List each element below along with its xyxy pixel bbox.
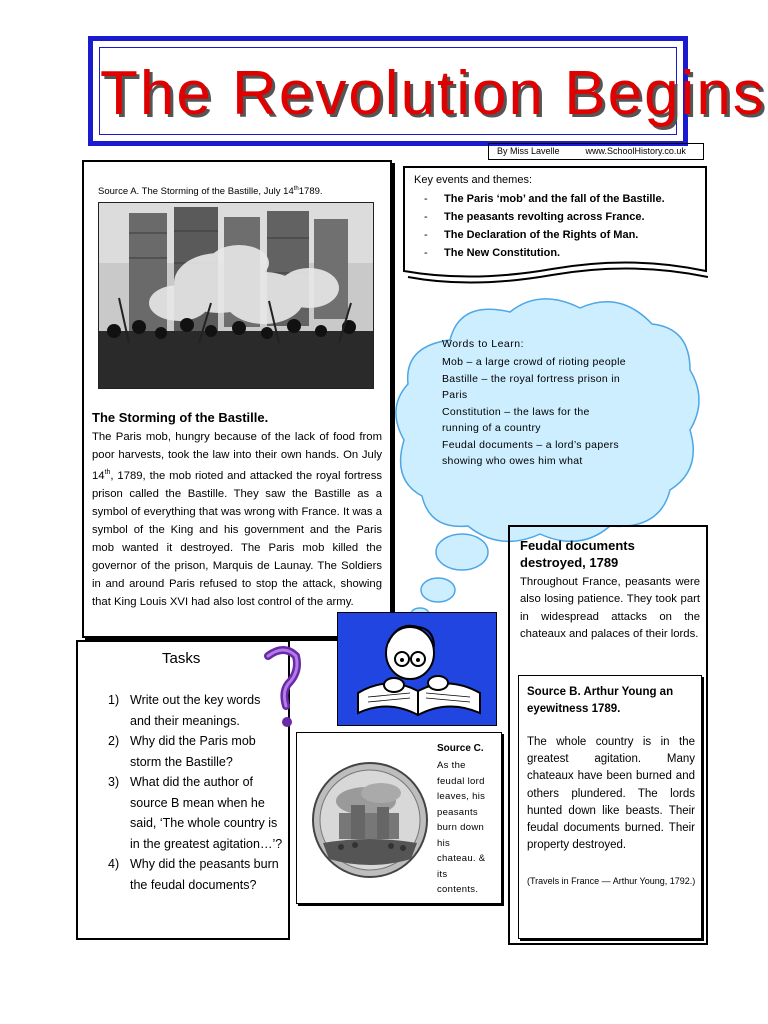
bastille-heading: The Storming of the Bastille. [92, 410, 269, 425]
page-title: The Revolution Begins [100, 59, 766, 128]
word-definition: Constitution – the laws for the running of a country [442, 405, 590, 434]
source-a-caption: Source A. The Storming of the Bastille, July 14th1789. [98, 186, 323, 198]
feudal-heading: Feudal documents destroyed, 1789 [520, 538, 635, 570]
title-banner [88, 36, 766, 146]
source-c-line: chateau. & [437, 853, 486, 864]
title-inner-frame [99, 47, 766, 135]
source-b-heading: Source B. Arthur Young an eyewitness 1789. [527, 686, 674, 715]
reader-with-book-icon [337, 612, 497, 726]
reader-illustration [338, 613, 498, 727]
question-mark-icon [262, 646, 302, 730]
credit-bar [488, 143, 704, 160]
tasks-panel [76, 640, 290, 940]
burning-chateau-medallion-icon [311, 761, 429, 879]
key-events-title: Key events and themes: [414, 174, 533, 186]
source-c-line: As the [437, 760, 466, 771]
word-definition: Bastille – the royal fortress prison in Paris [442, 372, 621, 401]
source-c-line: burn down [437, 822, 485, 833]
word-definition: Feudal documents – a lord’s papers showing who owes him what [442, 438, 619, 467]
source-c-line: contents. [437, 884, 479, 895]
bastille-engraving-icon [98, 202, 374, 389]
task-item: 1) Write out the key words and their meanings. [108, 693, 261, 728]
key-events-panel [402, 165, 708, 285]
source-c-line: his [437, 837, 451, 849]
source-c-caption [437, 758, 489, 898]
key-event-item: - The New Constitution. [424, 244, 665, 262]
source-b-panel [518, 675, 702, 939]
source-a-panel [82, 160, 392, 638]
source-c-panel [296, 732, 502, 904]
task-item: 4) Why did the peasants burn the feudal documents? [108, 857, 279, 892]
source-c-line: leaves, his [437, 791, 486, 802]
feudal-paragraph: Throughout France, peasants were also losing patience. They took part in widespread attacks on the chateaux and palaces of their lords. [520, 576, 700, 641]
tasks-title: Tasks [162, 650, 201, 667]
author-credit: By Miss Lavelle [497, 146, 560, 156]
feudal-documents-panel [508, 525, 708, 945]
source-c-label: Source C. [437, 743, 484, 754]
source-b-quote: The whole country is in the greatest agitation. Many chateaux have been burned and others plundered. The lords hunted down like beasts. Their feudal documents burned. Their property destroyed. [527, 736, 695, 852]
source-c-line: feudal lord [437, 775, 485, 787]
word-definition: Mob – a large crowd of rioting people [442, 356, 626, 368]
bastille-paragraph: The Paris mob, hungry because of the lack of food from poor harvests, took the law into their own hands. On July 14th, 1789, the mob rioted and attacked the royal fortress prison called the Bastille. They saw the Bastille as a symbol of everything that was wrong with France. It was a symbol of the King and his government and the Paris mob wanted it destroyed. The Paris mob killed the governor of the prison, Marquis de Launay. The Soldiers in and around Paris refused to stop the attack, showing that King Louis XVI had also lost control of the army. [92, 431, 382, 608]
source-c-line: peasants [437, 806, 478, 818]
key-event-item: - The Paris ‘mob’ and the fall of the Bastille. [424, 190, 665, 208]
task-item: 3) What did the author of source B mean when he said, ‘The whole country is in the greatest agitation…’? [108, 775, 283, 851]
key-event-item: - The peasants revolting across France. [424, 208, 665, 226]
key-events-list [424, 190, 665, 262]
source-c-line: its [437, 868, 448, 880]
task-item: 2) Why did the Paris mob storm the Bastille? [108, 734, 256, 769]
words-title: Words to Learn: [442, 338, 525, 350]
tasks-list [88, 690, 284, 895]
key-event-item: - The Declaration of the Rights of Man. [424, 226, 665, 244]
words-list [442, 354, 627, 470]
website-link[interactable]: www.SchoolHistory.co.uk [585, 146, 686, 156]
source-b-citation: (Travels in France — Arthur Young, 1792.) [527, 876, 696, 886]
